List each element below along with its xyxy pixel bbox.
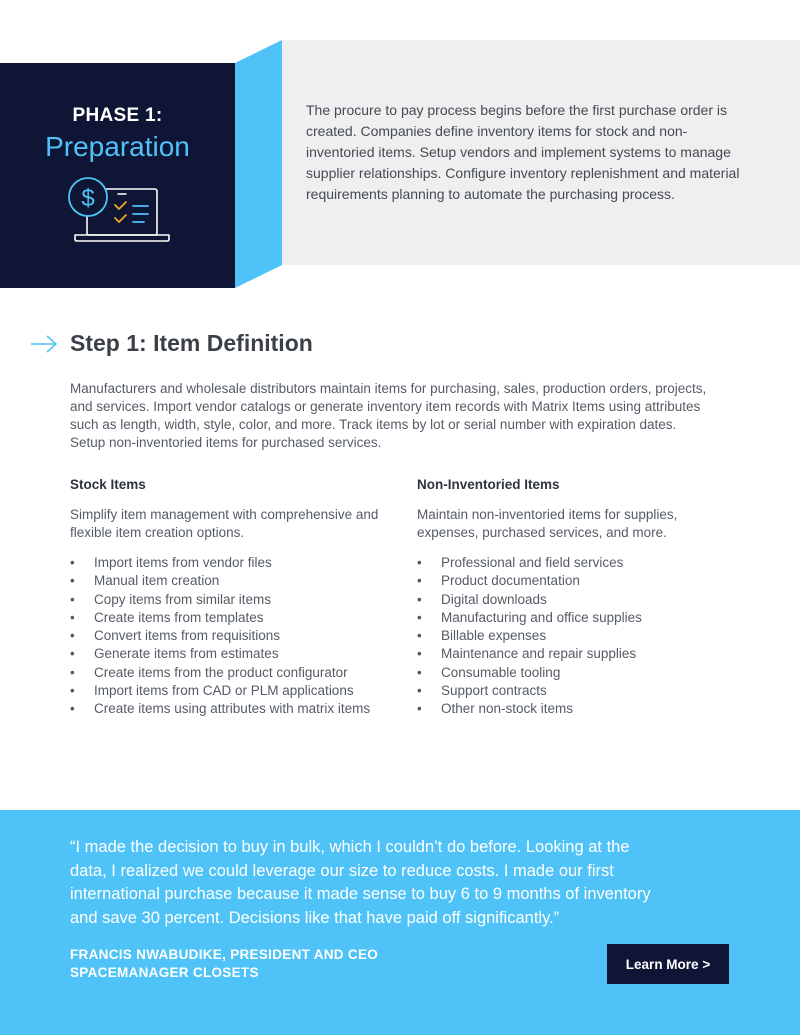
list-item: • Manufacturing and office supplies (417, 609, 737, 627)
list-item: • Product documentation (417, 572, 737, 590)
bullet: • (417, 609, 422, 625)
list-item: • Convert items from requisitions (70, 627, 390, 645)
list-item: • Maintenance and repair supplies (417, 645, 737, 663)
non-inventoried-items-column (417, 477, 737, 719)
bullet: • (70, 646, 75, 662)
bullet: • (417, 573, 422, 589)
list-item: • Generate items from estimates (70, 645, 390, 663)
list-item: • Other non-stock items (417, 700, 737, 718)
non-inventoried-items-list (417, 554, 737, 719)
phase-title: Preparation (45, 131, 190, 162)
bullet: • (417, 664, 422, 680)
stock-items-column (70, 477, 390, 719)
arrow-right-icon (30, 334, 58, 354)
bullet: • (417, 683, 422, 699)
bullet: • (417, 646, 422, 662)
author-name-title: FRANCIS NWABUDIKE, PRESIDENT AND CEO (70, 947, 379, 962)
learn-more-button[interactable]: Learn More > (607, 944, 729, 984)
bullet: • (417, 555, 422, 570)
list-item: • Create items using attributes with matrix items (70, 700, 390, 718)
list-item: • Support contracts (417, 682, 737, 700)
list-item: • Consumable tooling (417, 664, 737, 682)
phase-label: PHASE 1: (72, 105, 163, 126)
svg-text:$: $ (81, 185, 95, 212)
bullet: • (70, 701, 75, 717)
bullet: • (70, 609, 75, 625)
bullet: • (70, 628, 75, 644)
list-item: • Professional and field services (417, 554, 737, 572)
stock-items-list (70, 554, 390, 719)
non-inventoried-items-heading: Non-Inventoried Items (417, 477, 560, 492)
list-item: • Copy items from similar items (70, 591, 390, 609)
decorative-blue-wedge (235, 40, 282, 288)
non-inventoried-items-intro: Maintain non-inventoried items for supplies, expenses, purchased services, and more. (417, 507, 678, 540)
bullet: • (70, 683, 75, 699)
phase-header-panel (0, 63, 235, 288)
stock-items-heading: Stock Items (70, 477, 146, 492)
bullet: • (70, 555, 75, 570)
bullet: • (70, 573, 75, 589)
list-item: • Manual item creation (70, 572, 390, 590)
bullet: • (70, 664, 75, 680)
list-item: • Billable expenses (417, 627, 737, 645)
step-description: Manufacturers and wholesale distributors maintain items for purchasing, sales, production orders, projects, and services. Import vendor catalogs or generate inventory item records with Matrix Items using attributes such as length, width, style, color, and more. Track items by lot or serial number with expiration dates. Setup non-inventoried items for purchased services. (70, 381, 707, 450)
testimonial-quote: “I made the decision to buy in bulk, which I couldn’t do before. Looking at the data, I realized we could leverage our size to reduce costs. I made our first international purchase because it made sense to buy 6 to 9 months of inventory and save 30 percent. Decisions like that have paid off significantly.” (70, 838, 651, 927)
bullet: • (417, 628, 422, 644)
bullet: • (70, 591, 75, 607)
testimonial-author (70, 946, 378, 982)
list-item: • Create items from the product configurator (70, 664, 390, 682)
list-item: • Import items from CAD or PLM applications (70, 682, 390, 700)
list-item: • Create items from templates (70, 609, 390, 627)
laptop-dollar-checklist-icon (66, 177, 170, 245)
list-item: • Digital downloads (417, 591, 737, 609)
step-title: Step 1: Item Definition (70, 330, 313, 356)
list-item: • Import items from vendor files (70, 554, 390, 572)
phase-intro-text: The procure to pay process begins before the first purchase order is created. Companies define inventory items for stock and non-inventoried items. Setup vendors and implement systems to manage supplier relationships. Configure inventory replenishment and material requirements planning to automate the purchasing process. (306, 102, 740, 202)
bullet: • (417, 591, 422, 607)
stock-items-intro: Simplify item management with comprehensive and flexible item creation options. (70, 507, 379, 540)
bullet: • (417, 701, 422, 717)
author-company: SPACEMANAGER CLOSETS (70, 965, 259, 980)
